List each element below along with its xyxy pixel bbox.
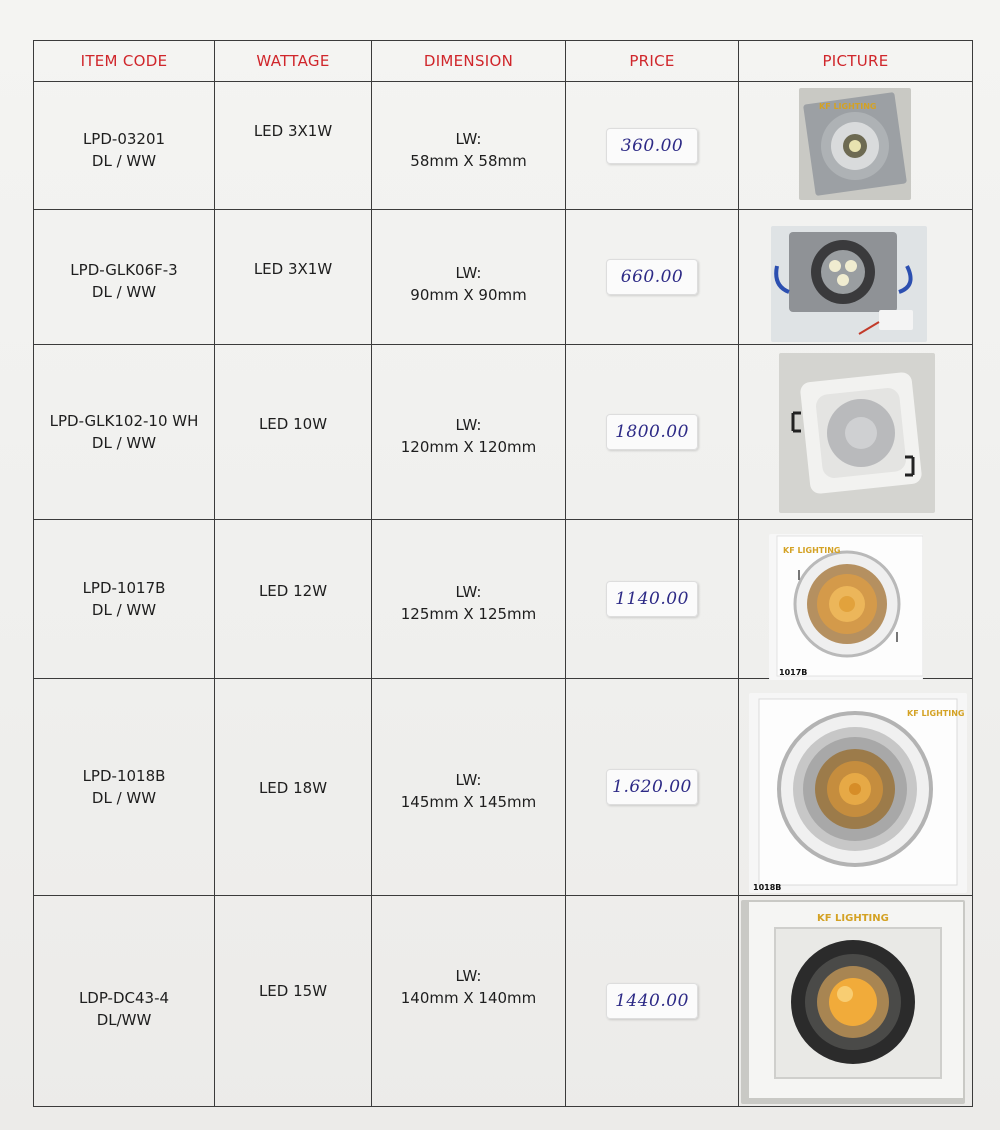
wattage-value: LED 18W — [258, 779, 328, 797]
wattage-cell — [215, 345, 372, 520]
product-brand: KF LIGHTING — [907, 709, 965, 718]
price-cell — [566, 82, 739, 210]
product-image-downlight — [779, 353, 935, 513]
item-code-cell — [34, 82, 215, 210]
product-brand: KF LIGHTING — [819, 102, 877, 111]
table-row — [34, 896, 973, 1107]
wattage-cell — [215, 679, 372, 896]
dimension-value: 145mm X 145mm — [400, 793, 537, 811]
table-row — [34, 679, 973, 896]
item-code-cell — [34, 679, 215, 896]
price-value: 360.00 — [606, 128, 698, 164]
dimension-label: LW: — [455, 583, 482, 601]
item-code: LPD-1017B — [82, 579, 166, 597]
dimension-cell — [372, 520, 566, 679]
item-code: LPD-GLK102-10 WH — [49, 412, 199, 430]
dimension-label: LW: — [455, 771, 482, 789]
dimension-cell — [372, 82, 566, 210]
product-image-downlight — [741, 900, 965, 1104]
price-cell — [566, 679, 739, 896]
dimension-value: 140mm X 140mm — [400, 989, 537, 1007]
item-variant: DL / WW — [91, 601, 157, 619]
product-image-downlight — [799, 88, 911, 200]
item-code: LPD-03201 — [82, 129, 166, 148]
picture-cell — [739, 210, 973, 345]
price-value: 1440.00 — [606, 983, 698, 1019]
header-item-code: ITEM CODE — [34, 41, 215, 82]
table-row — [34, 520, 973, 679]
product-brand: KF LIGHTING — [783, 546, 841, 555]
header-dimension: DIMENSION — [372, 41, 566, 82]
wattage-value: LED 3X1W — [253, 260, 333, 278]
wattage-cell — [215, 210, 372, 345]
price-value: 1140.00 — [606, 581, 698, 617]
item-variant: DL / WW — [91, 283, 157, 301]
product-label: 1017B — [779, 668, 808, 677]
header-row — [34, 41, 973, 82]
product-label: 1018B — [753, 883, 782, 892]
wattage-cell — [215, 896, 372, 1107]
item-code-cell — [34, 896, 215, 1107]
item-code-cell — [34, 210, 215, 345]
dimension-cell — [372, 345, 566, 520]
picture-cell — [739, 520, 973, 679]
dimension-value: 120mm X 120mm — [400, 438, 537, 456]
dimension-value: 58mm X 58mm — [410, 151, 527, 170]
product-image-downlight — [771, 226, 927, 342]
dimension-label: LW: — [455, 129, 482, 148]
picture-cell — [739, 82, 973, 210]
header-wattage: WATTAGE — [215, 41, 372, 82]
wattage-cell — [215, 82, 372, 210]
dimension-value: 125mm X 125mm — [400, 605, 537, 623]
dimension-value: 90mm X 90mm — [410, 286, 527, 304]
price-cell — [566, 345, 739, 520]
picture-cell — [739, 896, 973, 1107]
price-value: 660.00 — [606, 259, 698, 295]
item-code: LPD-1018B — [82, 767, 166, 785]
header-price: PRICE — [566, 41, 739, 82]
item-code: LDP-DC43-4 — [78, 989, 170, 1007]
item-variant: DL / WW — [91, 434, 157, 452]
table-row — [34, 345, 973, 520]
item-variant: DL / WW — [91, 789, 157, 807]
header-picture: PICTURE — [739, 41, 973, 82]
dimension-cell — [372, 210, 566, 345]
picture-cell — [739, 679, 973, 896]
dimension-cell — [372, 679, 566, 896]
item-code-cell — [34, 520, 215, 679]
table-row — [34, 210, 973, 345]
wattage-value: LED 15W — [258, 982, 328, 1000]
price-value: 1800.00 — [606, 414, 698, 450]
dimension-label: LW: — [455, 264, 482, 282]
dimension-label: LW: — [455, 967, 482, 985]
product-image-downlight — [769, 534, 923, 680]
item-variant: DL / WW — [91, 151, 157, 170]
price-cell — [566, 896, 739, 1107]
price-cell — [566, 210, 739, 345]
item-variant: DL/WW — [96, 1011, 152, 1029]
picture-cell — [739, 345, 973, 520]
wattage-value: LED 12W — [258, 582, 328, 600]
wattage-value: LED 3X1W — [253, 122, 333, 140]
product-brand: KF LIGHTING — [817, 913, 889, 924]
dimension-label: LW: — [455, 416, 482, 434]
wattage-value: LED 10W — [258, 415, 328, 433]
price-cell — [566, 520, 739, 679]
wattage-cell — [215, 520, 372, 679]
price-table — [33, 40, 973, 1107]
item-code: LPD-GLK06F-3 — [70, 261, 178, 279]
table-row — [34, 82, 973, 210]
product-image-downlight — [749, 693, 967, 893]
dimension-cell — [372, 896, 566, 1107]
item-code-cell — [34, 345, 215, 520]
price-value: 1.620.00 — [606, 769, 698, 805]
